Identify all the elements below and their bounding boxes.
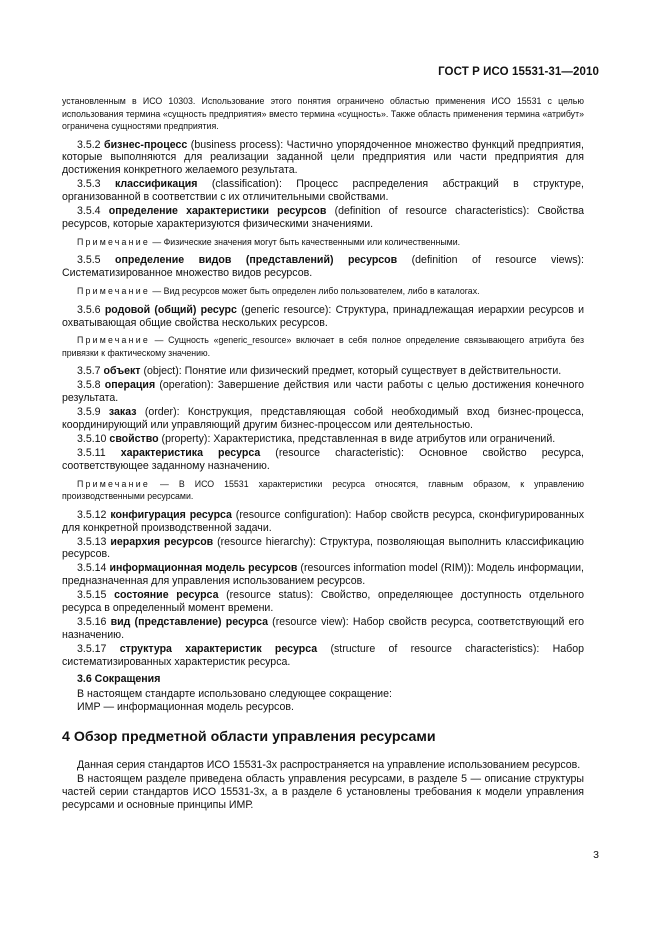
note-text: — Сущность «generic_resource» включает в себя полное определение связывающего атрибута без привязки к фактическому значению. bbox=[62, 335, 584, 358]
definition-term: состояние ресурса bbox=[114, 589, 219, 602]
definition-3-5-16 bbox=[62, 616, 584, 642]
definition-3-5-14 bbox=[62, 562, 584, 588]
definition-text: (business process): Частично упорядоченное множество функций предприятия, которые выполняются для реализации заданной цели предприятия или части предприятия для достижения конкретного желаемого результата. bbox=[62, 138, 584, 177]
definition-text: (object): Понятие или физический предмет, который существует в действительности. bbox=[140, 365, 562, 378]
note-label: Примечание bbox=[77, 286, 150, 297]
definition-term: свойство bbox=[109, 433, 159, 445]
definition-text: (resource characteristic): Основное свойство ресурса, соответствующее заданному назначению. bbox=[62, 446, 584, 472]
definition-term: конфигурация ресурса bbox=[110, 508, 232, 521]
definition-number: 3.5.3 bbox=[77, 178, 101, 191]
definition-term: определение характеристики ресурсов bbox=[108, 205, 327, 218]
note-3 bbox=[62, 334, 584, 359]
note-text: — В ИСО 15531 характеристики ресурса относятся, главным образом, к управлению производственными ресурсами. bbox=[62, 478, 584, 502]
definition-text: (operation): Завершение действия или части работы с целью достижения конечного результата. bbox=[62, 379, 584, 405]
definition-term: структура характеристик ресурса bbox=[119, 642, 318, 655]
section-4-paragraph-1: Данная серия стандартов ИСО 15531-3х распространяется на управление использованием ресурсов. bbox=[77, 759, 581, 772]
definition-number: 3.5.8 bbox=[77, 379, 101, 392]
note-2 bbox=[62, 285, 584, 298]
definition-3-5-12 bbox=[62, 509, 584, 535]
definition-3-5-8 bbox=[62, 379, 584, 405]
definition-text: (definition of resource characteristics): Свойства ресурсов, которые характеризуются физическими значениями. bbox=[62, 205, 584, 230]
abbreviation-item: ИМР — информационная модель ресурсов. bbox=[77, 700, 294, 713]
definition-text: (structure of resource characteristics): Набор систематизированных характеристик ресурса. bbox=[62, 642, 584, 668]
definition-text: (order): Конструкция, представляющая собой необходимый вход бизнес-процесса, координирующий или управляющий другим бизнес-процессом или деятельностью. bbox=[62, 406, 584, 432]
definition-term: вид (представление) ресурса bbox=[110, 615, 269, 628]
page-content bbox=[62, 95, 584, 812]
definition-3-5-9 bbox=[62, 406, 584, 432]
definition-number: 3.5.9 bbox=[77, 406, 101, 419]
note-text: — Физические значения могут быть качественными или количественными. bbox=[149, 236, 461, 247]
note-4 bbox=[62, 478, 584, 503]
definition-term: родовой (общий) ресурс bbox=[104, 303, 237, 316]
definition-number: 3.5.5 bbox=[77, 254, 101, 267]
definition-3-5-10 bbox=[62, 433, 584, 446]
definition-number: 3.5.14 bbox=[77, 562, 107, 575]
definition-number: 3.5.13 bbox=[77, 535, 107, 548]
note-text: — Вид ресурсов может быть определен либо пользователем, либо в каталогах. bbox=[149, 286, 480, 297]
definition-number: 3.5.16 bbox=[77, 615, 107, 628]
definition-3-5-15 bbox=[62, 589, 584, 615]
definition-text: (property): Характеристика, представленная в виде атрибутов или ограничений. bbox=[158, 433, 556, 445]
definition-3-5-7 bbox=[62, 365, 584, 378]
definition-text: (resource status): Свойство, определяющее доступность отдельного ресурса в определенный момент времени. bbox=[62, 589, 584, 615]
definition-3-5-6 bbox=[62, 304, 584, 330]
section-4-heading: 4 Обзор предметной области управления ресурсами bbox=[62, 729, 436, 746]
definition-term: характеристика ресурса bbox=[120, 446, 261, 459]
definition-text: (resource configuration): Набор свойств ресурса, сконфигурированных для конкретной производственной задачи. bbox=[62, 508, 584, 534]
definition-text: (classification): Процесс распределения абстракций в структуре, организованной в соответствии с их отличительными свойствами. bbox=[62, 178, 584, 204]
definition-3-5-17 bbox=[62, 643, 584, 669]
definition-number: 3.5.15 bbox=[77, 589, 107, 602]
definition-text: (generic resource): Структура, принадлежащая иерархии ресурсов и охватывающая общие свойства нескольких ресурсов. bbox=[62, 303, 585, 329]
definition-text: (resources information model (RIM)): Модель информации, предназначенная для управления использованием ресурсов. bbox=[62, 562, 584, 588]
section-4-paragraph-2: В настоящем разделе приведена область управления ресурсами, в разделе 5 — описание структуры частей серии стандартов ИСО 15531-3х, а в разделе 6 установлены требования к модели управления ресурсами и основные принципы ИМР. bbox=[62, 773, 584, 812]
definition-term: бизнес-процесс bbox=[104, 138, 188, 151]
abbreviations-intro: В настоящем стандарте использовано следующее сокращение: bbox=[77, 687, 392, 700]
definition-term: определение видов (представлений) ресурсов bbox=[115, 254, 398, 267]
definition-3-5-3 bbox=[62, 178, 584, 204]
note-label: Примечание bbox=[77, 236, 150, 247]
definition-term: заказ bbox=[108, 406, 137, 419]
note-1 bbox=[62, 236, 584, 249]
intro-paragraph: установленным в ИСО 10303. Использование этого понятия ограничено областью применения ИСО 15531 с целью использования термина «сущность предприятия» вместо термина «сущность». Также область применения термина «атрибут» ограничена сущностями предприятия. bbox=[62, 96, 584, 131]
definition-3-5-11 bbox=[62, 447, 584, 473]
page-number: 3 bbox=[593, 849, 599, 861]
definition-term: информационная модель ресурсов bbox=[109, 562, 298, 575]
definition-term: классификация bbox=[114, 178, 198, 191]
definition-number: 3.5.2 bbox=[77, 138, 101, 151]
definition-text: (resource hierarchy): Структура, позволяющая выполнить классификацию ресурсов. bbox=[62, 535, 585, 561]
definition-term: иерархия ресурсов bbox=[110, 535, 214, 548]
definition-term: объект bbox=[103, 365, 141, 378]
definition-number: 3.5.7 bbox=[77, 365, 101, 378]
document-header: ГОСТ Р ИСО 15531-31—2010 bbox=[438, 66, 599, 78]
definition-number: 3.5.4 bbox=[77, 205, 101, 218]
definition-term: операция bbox=[104, 379, 156, 392]
definition-3-5-4 bbox=[62, 205, 584, 231]
definition-3-5-5 bbox=[62, 254, 584, 280]
definition-text: (resource view): Набор свойств ресурса, соответствующий его назначению. bbox=[62, 615, 584, 641]
definition-text: (definition of resource views): Систематизированное множество видов ресурсов. bbox=[62, 254, 584, 280]
definition-number: 3.5.10 bbox=[77, 433, 107, 445]
definition-number: 3.5.11 bbox=[77, 446, 106, 459]
definition-number: 3.5.17 bbox=[77, 642, 107, 655]
definition-3-5-2 bbox=[62, 139, 584, 178]
note-label: Примечание bbox=[77, 335, 150, 346]
definition-3-5-13 bbox=[62, 536, 584, 562]
definition-number: 3.5.12 bbox=[77, 508, 107, 521]
definition-number: 3.5.6 bbox=[77, 303, 101, 316]
abbreviations-heading: 3.6 Сокращения bbox=[77, 672, 161, 685]
note-label: Примечание bbox=[77, 478, 150, 489]
